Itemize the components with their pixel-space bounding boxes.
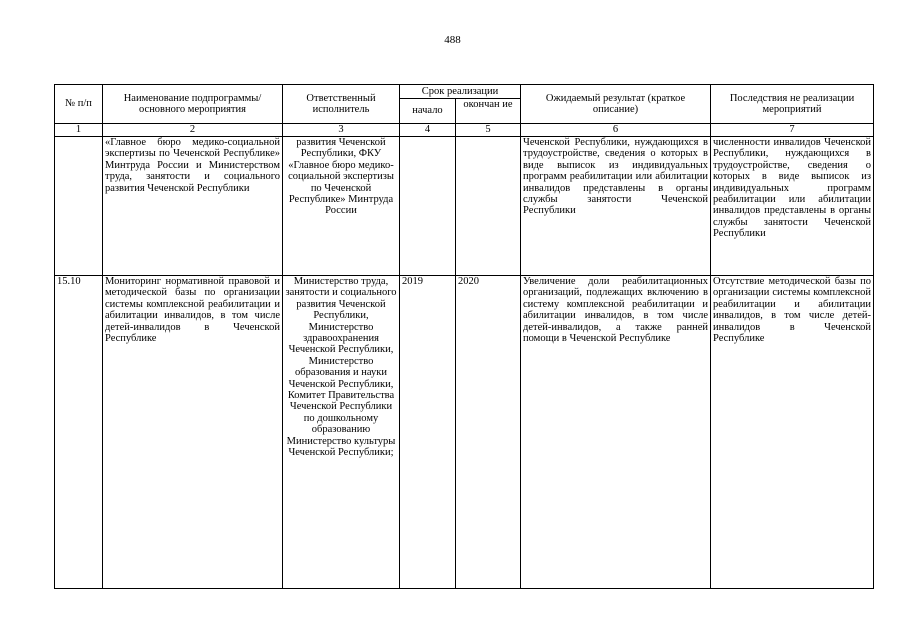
- header-period: Срок реализации: [400, 85, 521, 99]
- table-header-row: [55, 85, 874, 99]
- row-num: 15.10: [55, 276, 103, 589]
- header-end: окончан ие: [456, 99, 521, 124]
- row-responsible: развития Чеченской Республики, ФКУ «Главное бюро медико-социальной экспертизы по Чеченской Республике» Минтруда России: [283, 137, 400, 276]
- measures-table: [54, 84, 874, 589]
- row-name: Мониторинг нормативной правовой и методической базы по организации системы комплексной реабилитации и абилитации инвалидов, в том числе детей-инвалидов в Чеченской Республике: [103, 276, 283, 589]
- row-responsible: Министерство труда, занятости и социального развития Чеченской Республики, Министерство здравоохранения Чеченской Республики, Министерство образования и науки Чеченской Республики, Комитет Правительства Чеченской Республики по дошкольному образованию Министерство культуры Чеченской Республики;: [283, 276, 400, 589]
- table-row: [55, 137, 874, 276]
- col-number-7: 7: [711, 124, 874, 137]
- header-name: Наименование подпрограммы/ основного мероприятия: [103, 85, 283, 124]
- row-start: [400, 137, 456, 276]
- col-number-3: 3: [283, 124, 400, 137]
- row-end: 2020: [456, 276, 521, 589]
- row-consequences: численности инвалидов Чеченской Республики, нуждающихся в трудоустройстве, сведения о которых в виде выписок из индивидуальных программ реабилитации или абилитации инвалидов представлены в органы службы занятости Чеченской Республики: [711, 137, 874, 276]
- col-number-4: 4: [400, 124, 456, 137]
- header-consequences: Последствия не реализации мероприятий: [711, 85, 874, 124]
- column-number-row: [55, 124, 874, 137]
- table-row: [55, 276, 874, 589]
- header-responsible: Ответственный исполнитель: [283, 85, 400, 124]
- row-result: Увеличение доли реабилитационных организаций, подлежащих включению в систему комплексной реабилитации и абилитации инвалидов, в том числе детей-инвалидов, а также ранней помощи в Чеченской Республике: [521, 276, 711, 589]
- header-start: начало: [400, 99, 456, 124]
- col-number-5: 5: [456, 124, 521, 137]
- row-start: 2019: [400, 276, 456, 589]
- row-name: «Главное бюро медико-социальной экспертизы по Чеченской Республике» Минтруда России и Министерством труда, занятости и социального развития Чеченской Республики: [103, 137, 283, 276]
- page-number: 488: [444, 34, 461, 46]
- row-result: Чеченской Республики, нуждающихся в трудоустройстве, сведения о которых в виде выписок из индивидуальных программ реабилитации или абилитации инвалидов представлены в органы службы занятости Чеченской Республики: [521, 137, 711, 276]
- header-num: № п/п: [55, 85, 103, 124]
- col-number-1: 1: [55, 124, 103, 137]
- row-consequences: Отсутствие методической базы по организации системы комплексной реабилитации и абилитации инвалидов, в том числе детей-инвалидов в Чеченской Республике: [711, 276, 874, 589]
- col-number-6: 6: [521, 124, 711, 137]
- row-num: [55, 137, 103, 276]
- row-end: [456, 137, 521, 276]
- col-number-2: 2: [103, 124, 283, 137]
- header-result: Ожидаемый результат (краткое описание): [521, 85, 711, 124]
